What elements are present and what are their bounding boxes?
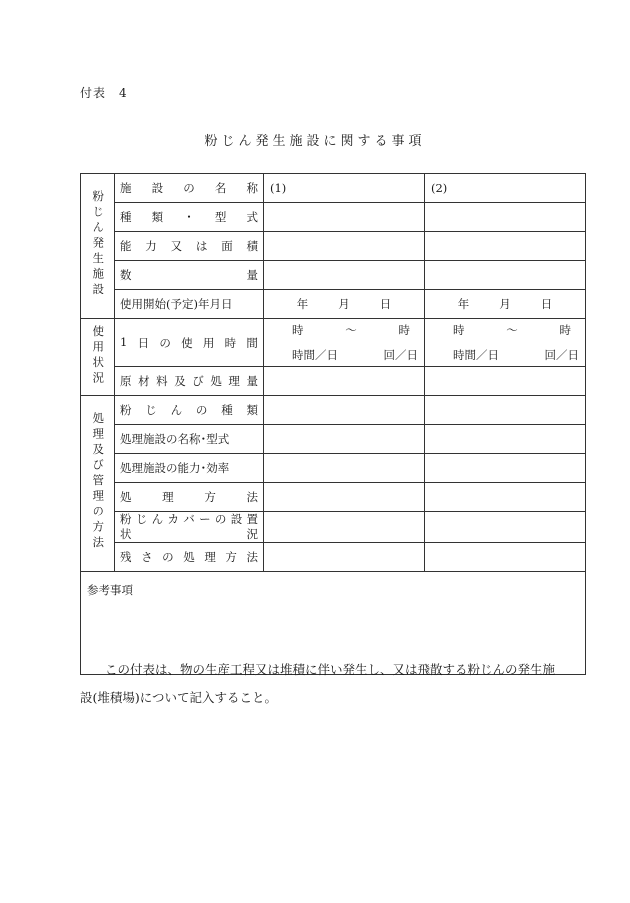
col2-header: (2) — [425, 174, 586, 203]
label-daily-hours: 1 日 の 使 用 時 間 — [115, 319, 264, 367]
group-treatment: 処理及び管理の方法 — [81, 396, 115, 572]
label-method: 処 理 方 法 — [115, 483, 264, 512]
field-device-name-1[interactable] — [264, 425, 425, 454]
page-title: 粉じん発生施設に関する事項 — [204, 134, 426, 149]
label-type-model: 種 類 ・ 型 式 — [115, 203, 264, 232]
field-type-2[interactable] — [425, 203, 586, 232]
field-material-1[interactable] — [264, 367, 425, 396]
label-start-date: 使用開始(予定)年月日 — [115, 290, 264, 319]
field-start-date-1[interactable]: 年 月 日 — [264, 290, 425, 319]
field-cover-status-2[interactable] — [425, 512, 586, 543]
label-device-capacity: 処理施設の能力･効率 — [115, 454, 264, 483]
field-method-2[interactable] — [425, 483, 586, 512]
label-capacity-area: 能 力 又 は 面 積 — [115, 232, 264, 261]
field-material-2[interactable] — [425, 367, 586, 396]
label-material: 原 材 料 及 び 処 理 量 — [115, 367, 264, 396]
field-start-date-2[interactable]: 年 月 日 — [425, 290, 586, 319]
field-residue-1[interactable] — [264, 543, 425, 572]
field-daily-hours-2[interactable]: 時 ～ 時 時間／日 回／日 — [425, 319, 586, 367]
remarks-label: 参考事項 — [87, 583, 133, 597]
field-residue-2[interactable] — [425, 543, 586, 572]
field-method-1[interactable] — [264, 483, 425, 512]
field-device-name-2[interactable] — [425, 425, 586, 454]
field-capacity-2[interactable] — [425, 232, 586, 261]
field-type-1[interactable] — [264, 203, 425, 232]
field-cover-status-1[interactable] — [264, 512, 425, 543]
label-device-name: 処理施設の名称･型式 — [115, 425, 264, 454]
col1-header: (1) — [264, 174, 425, 203]
group-usage: 使用状況 — [81, 319, 115, 396]
field-device-capacity-2[interactable] — [425, 454, 586, 483]
field-quantity-1[interactable] — [264, 261, 425, 290]
label-quantity: 数 量 — [115, 261, 264, 290]
appendix-label: 付表 4 — [80, 86, 128, 100]
label-cover-status: 粉 じ ん カ バ ー の 設 置 状 況 — [115, 512, 264, 543]
label-facility-name: 施 設 の 名 称 — [115, 174, 264, 203]
label-residue: 残 さ の 処 理 方 法 — [115, 543, 264, 572]
field-quantity-2[interactable] — [425, 261, 586, 290]
field-capacity-1[interactable] — [264, 232, 425, 261]
field-dust-type-2[interactable] — [425, 396, 586, 425]
field-dust-type-1[interactable] — [264, 396, 425, 425]
group-facility: 粉じん発生施設 — [81, 174, 115, 319]
footnote: この付表は、物の生産工程又は堆積に伴い発生し、又は飛散する粉じんの発生施設(堆積場)について記入すること。 — [80, 662, 556, 705]
field-device-capacity-1[interactable] — [264, 454, 425, 483]
field-daily-hours-1[interactable]: 時 ～ 時 時間／日 回／日 — [264, 319, 425, 367]
facility-form-table — [80, 173, 586, 675]
label-dust-type: 粉 じ ん の 種 類 — [115, 396, 264, 425]
